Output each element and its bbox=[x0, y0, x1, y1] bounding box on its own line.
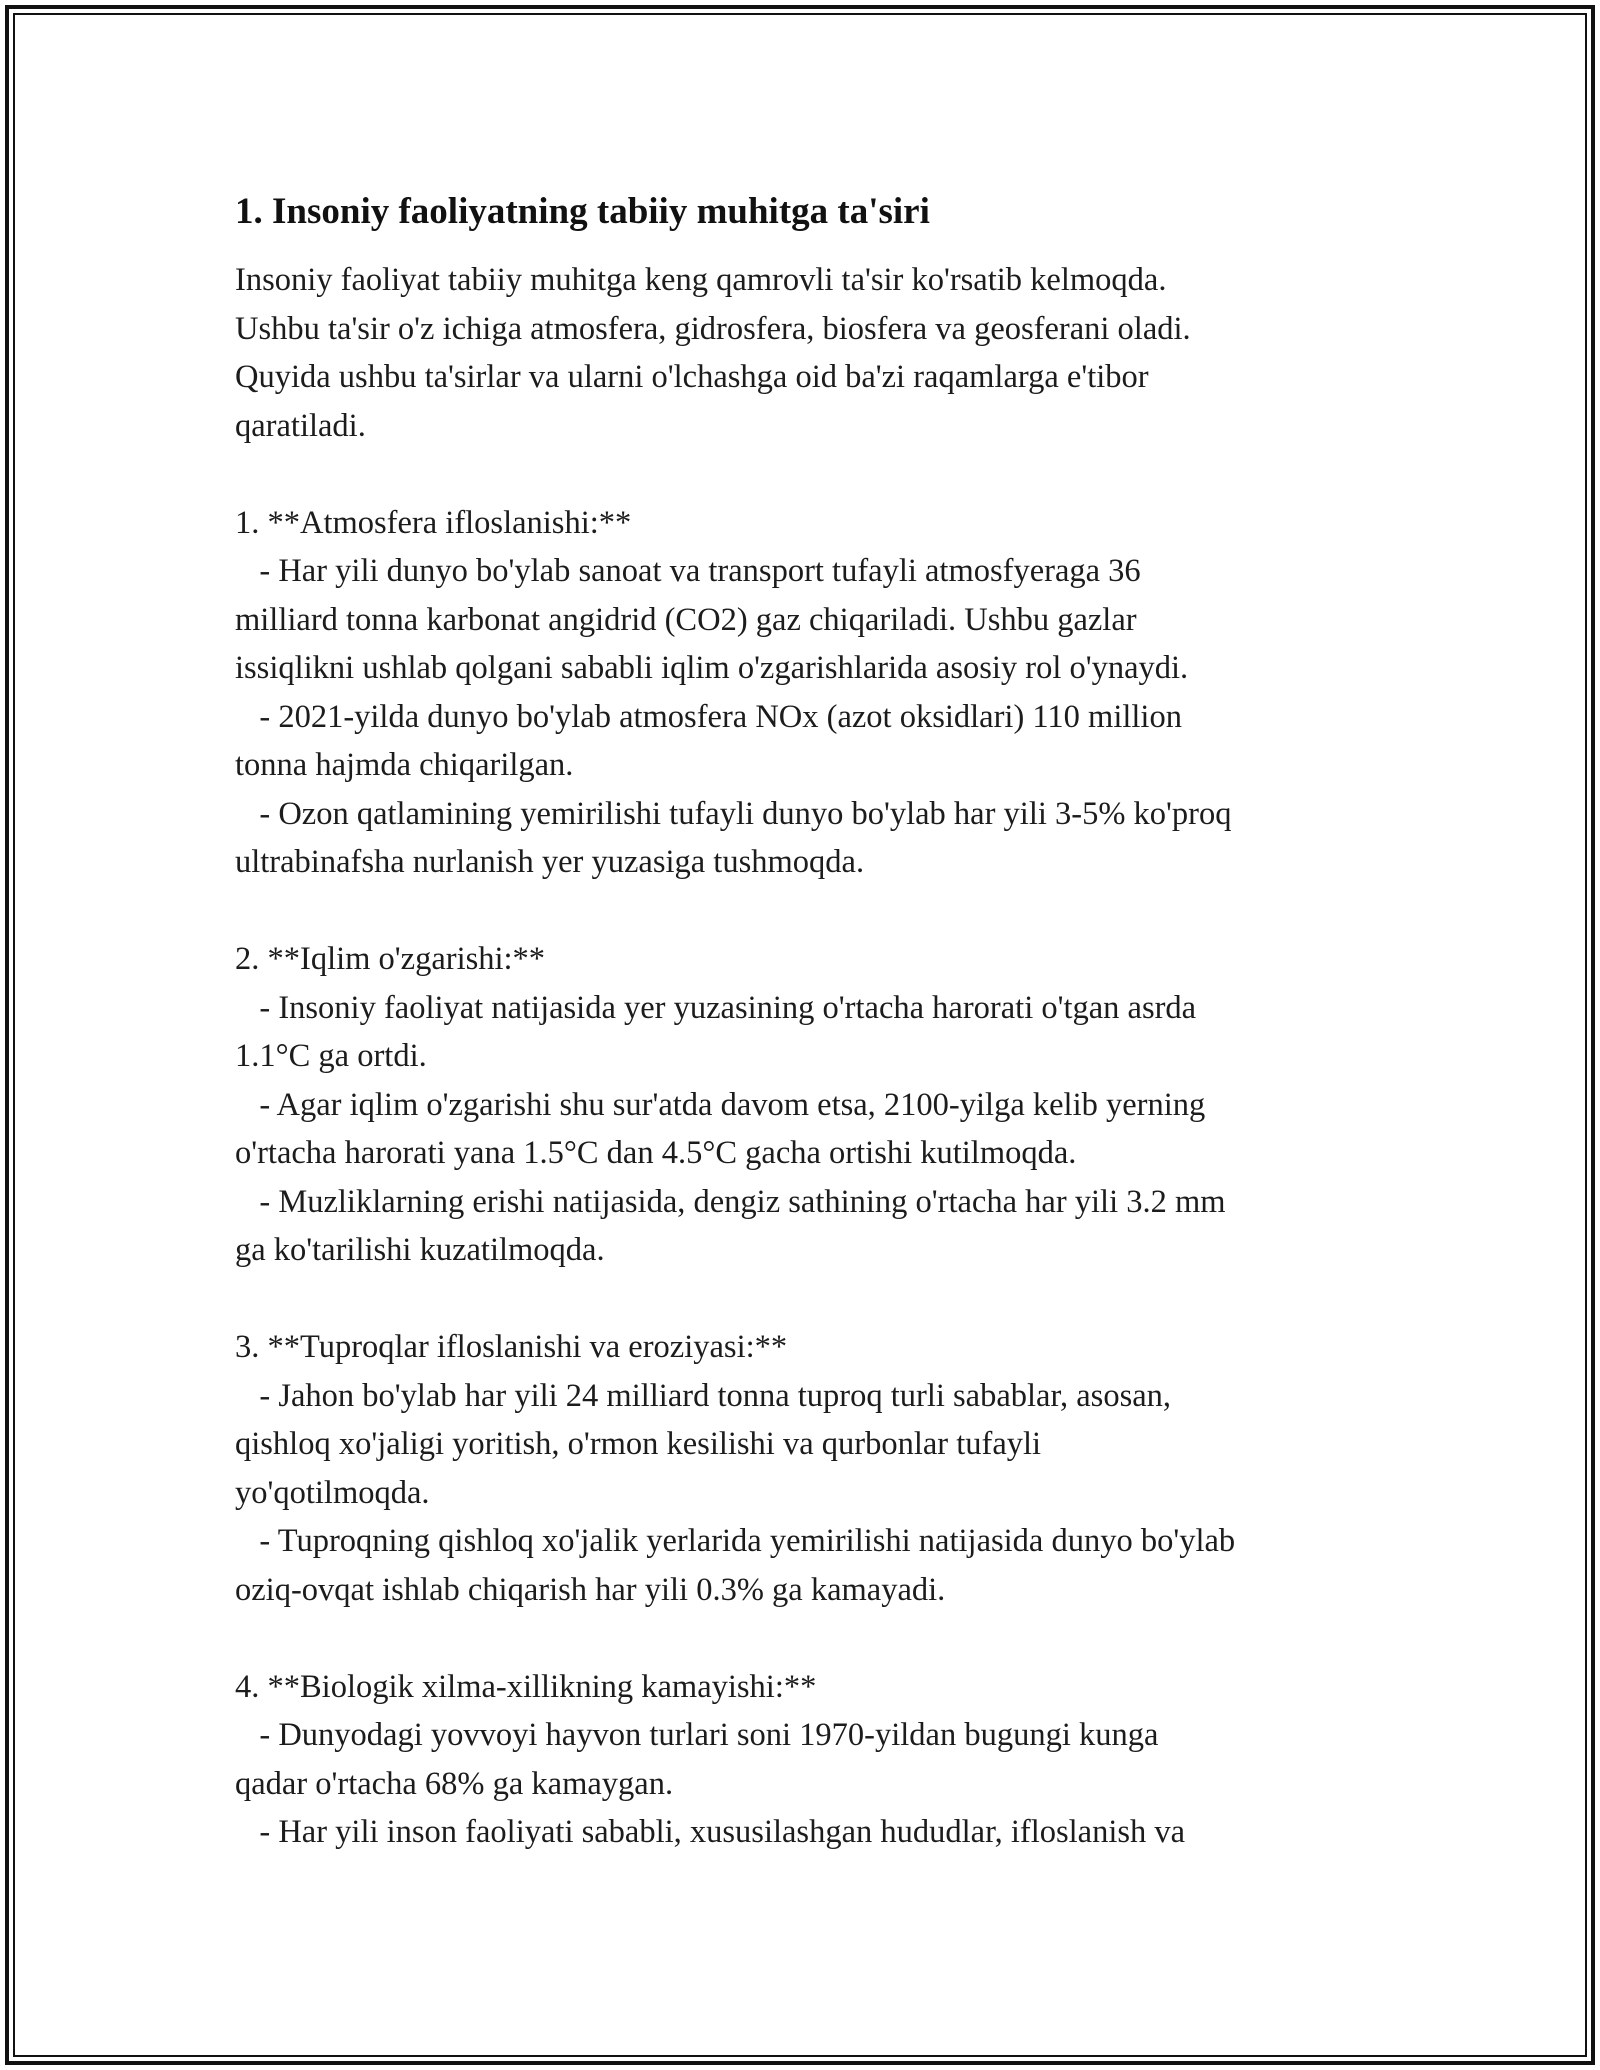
document-content bbox=[235, 186, 1375, 1857]
document-title: 1. Insoniy faoliyatning tabiiy muhitga ta'siri bbox=[235, 191, 930, 232]
document-body: Insoniy faoliyat tabiiy muhitga keng qamrovli ta'sir ko'rsatib kelmoqda. Ushbu ta'sir o'z ichiga atmosfera, gidrosfera, biosfera va geosferani oladi. Quyida ushbu ta'sirlar va ularni o'lchashga oid ba'zi raqamlarga e'tibor qaratiladi. 1. **Atmosfera ifloslanishi:** - Har yili dunyo bo'ylab sanoat va transport tufayli atmosfyeraga 36 milliard tonna karbonat angidrid (CO2) gaz chiqariladi. Ushbu gazlar issiqlikni ushlab qolgani sababli iqlim o'zgarishlarida asosiy rol o'ynaydi. - 2021-yilda dunyo bo'ylab atmosfera NOx (azot oksidlari) 110 million tonna hajmda chiqarilgan. - Ozon qatlamining yemirilishi tufayli dunyo bo'ylab har yili 3-5% ko'proq ultrabinafsha nurlanish yer yuzasiga tushmoqda. 2. **Iqlim o'zgarishi:** - Insoniy faoliyat natijasida yer yuzasining o'rtacha harorati o'tgan asrda 1.1°C ga ortdi. - Agar iqlim o'zgarishi shu sur'atda davom etsa, 2100-yilga kelib yerning o'rtacha harorati yana 1.5°C dan 4.5°C gacha ortishi kutilmoqda. - Muzliklarning erishi natijasida, dengiz sathining o'rtacha har yili 3.2 mm ga ko'tarilishi kuzatilmoqda. 3. **Tuproqlar ifloslanishi va eroziyasi:** - Jahon bo'ylab har yili 24 milliard tonna tuproq turli sabablar, asosan, qishloq xo'jaligi yoritish, o'rmon kesilishi va qurbonlar tufayli yo'qotilmoqda. - Tuproqning qishloq xo'jalik yerlarida yemirilishi natijasida dunyo bo'ylab oziq-ovqat ishlab chiqarish har yili 0.3% ga kamayadi. 4. **Biologik xilma-xillikning kamayishi:** - Dunyodagi yovvoyi hayvon turlari soni 1970-yildan bugungi kunga qadar o'rtacha 68% ga kamaygan. - Har yili inson faoliyati sababli, xususilashgan hududlar, ifloslanish va bbox=[235, 262, 1236, 1850]
